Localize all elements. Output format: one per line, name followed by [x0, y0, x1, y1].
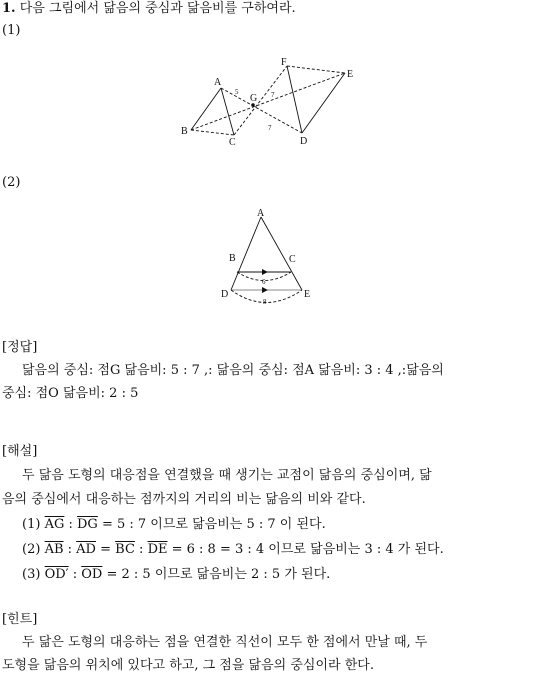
- answer-line-2: 중심: 점O 닮음비: 2 : 5: [2, 386, 139, 401]
- item2-label: (2): [22, 542, 41, 557]
- fig1-ratio-mark-3: 7: [271, 91, 275, 99]
- fig1-label-a: A: [214, 77, 222, 88]
- figure-2: [0, 203, 535, 313]
- fig2-label-e: E: [304, 289, 311, 300]
- item2-segment-2: $\overline{AD}$: [76, 542, 96, 557]
- fig1-label-e: E: [347, 69, 354, 80]
- question-title: [2, 1, 296, 17]
- question-number: 1.: [2, 1, 16, 16]
- part2-label: (2): [2, 175, 21, 190]
- explanation-item-2: (2) $\overline{AB}$ : $\overline{AD} = \overline{BC}$ : $\overline{DE} = 6$ : 8 = 3 : 4 이므로 닮음비는 3 : 4 가 된다.: [22, 542, 444, 557]
- fig1-segment-ac: [221, 88, 234, 135]
- fig2-label-b: B: [229, 253, 236, 264]
- explanation-item-1: (1) $\overline{AG}$ : $\overline{DG} = 5$ : 7 이므로 닮음비는 5 : 7 이 된다.: [22, 517, 326, 532]
- fig1-label-b: B: [181, 126, 188, 137]
- fig1-line-cf: [234, 66, 287, 135]
- fig2-length-6: 6: [262, 278, 266, 286]
- item3-segment-1: OD′: [44, 567, 69, 582]
- item2-segment-4: $\overline{DE}$: [147, 542, 168, 557]
- explanation-header: [해설]: [2, 444, 38, 459]
- fig2-arrow-de: [262, 287, 268, 293]
- fig1-label-g: G: [250, 93, 258, 104]
- item1-label: (1): [22, 517, 41, 532]
- hint-line-1: 두 닮은 도형의 대응하는 점을 연결한 직선이 모두 한 점에서 만날 때, 두: [22, 635, 428, 650]
- fig2-label-c: C: [289, 254, 296, 265]
- fig1-line-ad: [221, 88, 302, 133]
- fig1-ratio-mark-1: 5: [235, 88, 239, 96]
- item2-segment-3: $\overline{BC}$: [115, 542, 135, 557]
- item1-segment-1: $\overline{AG}$: [44, 517, 65, 532]
- fig1-label-c: C: [229, 137, 236, 148]
- fig1-label-d: D: [300, 136, 308, 147]
- explanation-item-3: (3) OD′ : $\overline{OD} = 2$ : 5 이므로 닮음비는 2 : 5 가 된다.: [22, 567, 331, 582]
- explanation-line-1: 두 닮음 도형의 대응점을 연결했을 때 생기는 교점이 닮음의 중심이며, 닮: [22, 468, 432, 483]
- item3-label: (3): [22, 567, 41, 582]
- part1-label: (1): [2, 23, 21, 38]
- item1-segment-2: $\overline{DG}$: [77, 517, 98, 532]
- answer-header: [정답]: [2, 340, 38, 355]
- answer-line-1: 닮음의 중심: 점G 닮음비: 5 : 7 ,: 닮음의 중심: 점A 닮음비: 3 : 4 ,:닮음의: [22, 363, 444, 378]
- item3-segment-2: $\overline{OD}$: [81, 567, 103, 582]
- fig1-segment-fd: [287, 66, 302, 133]
- fig2-arc-8: [231, 290, 302, 303]
- item1-equation: = 5 : 7 이므로 닮음비는 5 : 7 이 된다.: [97, 517, 326, 532]
- question-text: 다음 그림에서 닮음의 중심과 닮음비를 구하여라.: [19, 1, 296, 16]
- fig1-ratio-mark-2: 7: [268, 124, 272, 132]
- item2-segment-1: $\overline{AB}$: [44, 542, 64, 557]
- item2-equation: = 6 : 8 = 3 : 4 이므로 닮음비는 3 : 4 가 된다.: [167, 542, 444, 557]
- fig2-label-a: A: [257, 208, 265, 219]
- fig1-segment-bc: [191, 130, 234, 135]
- fig2-arrow-bc: [262, 269, 268, 275]
- explanation-line-2: 음의 중심에서 대응하는 점까지의 거리의 비는 닮음의 비와 같다.: [2, 492, 366, 507]
- hint-header: [힌트]: [2, 612, 38, 627]
- fig2-length-8: 8: [263, 298, 267, 306]
- fig1-segment-ed: [302, 73, 345, 133]
- fig1-segment-fe: [287, 66, 345, 73]
- item3-equation: = 2 : 5 이므로 닮음비는 2 : 5 가 된다.: [102, 567, 331, 582]
- figure-1: [0, 50, 535, 170]
- fig2-segment-ae: [261, 217, 302, 290]
- fig1-segment-ab: [191, 88, 221, 130]
- fig2-label-d: D: [221, 289, 229, 300]
- hint-line-2: 도형을 닮음의 위치에 있다고 하고, 그 점을 닮음의 중심이라 한다.: [2, 658, 374, 673]
- fig1-label-f: F: [281, 57, 287, 68]
